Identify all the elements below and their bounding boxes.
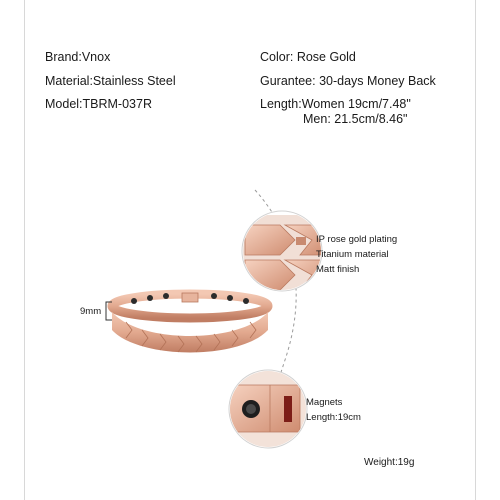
callout-top-line-1: IP rose gold plating xyxy=(316,234,398,245)
weight-label: Weight:19g xyxy=(364,457,415,468)
spec-length-men: Men: 21.5cm/8.46" xyxy=(303,112,408,126)
zoom-circle-bottom xyxy=(225,370,315,450)
callout-bottom xyxy=(306,395,361,425)
spec-material: Material:Stainless Steel xyxy=(45,74,176,88)
width-label: 9mm xyxy=(80,306,102,317)
callout-top-line-3: Matt finish xyxy=(316,264,360,275)
spec-color: Color: Rose Gold xyxy=(260,50,356,64)
spec-length-women: Length:Women 19cm/7.48" xyxy=(260,97,411,111)
callout-top-line-2: Titanium material xyxy=(316,249,389,260)
callout-top xyxy=(316,232,397,277)
spec-brand: Brand:Vnox xyxy=(45,50,111,64)
spec-guarantee: Gurantee: 30-days Money Back xyxy=(260,74,436,88)
spec-model: Model:TBRM-037R xyxy=(45,97,152,111)
callout-bottom-line-2: Length:19cm xyxy=(306,412,361,423)
callout-bottom-line-1: Magnets xyxy=(306,397,343,408)
bracelet xyxy=(112,293,268,353)
